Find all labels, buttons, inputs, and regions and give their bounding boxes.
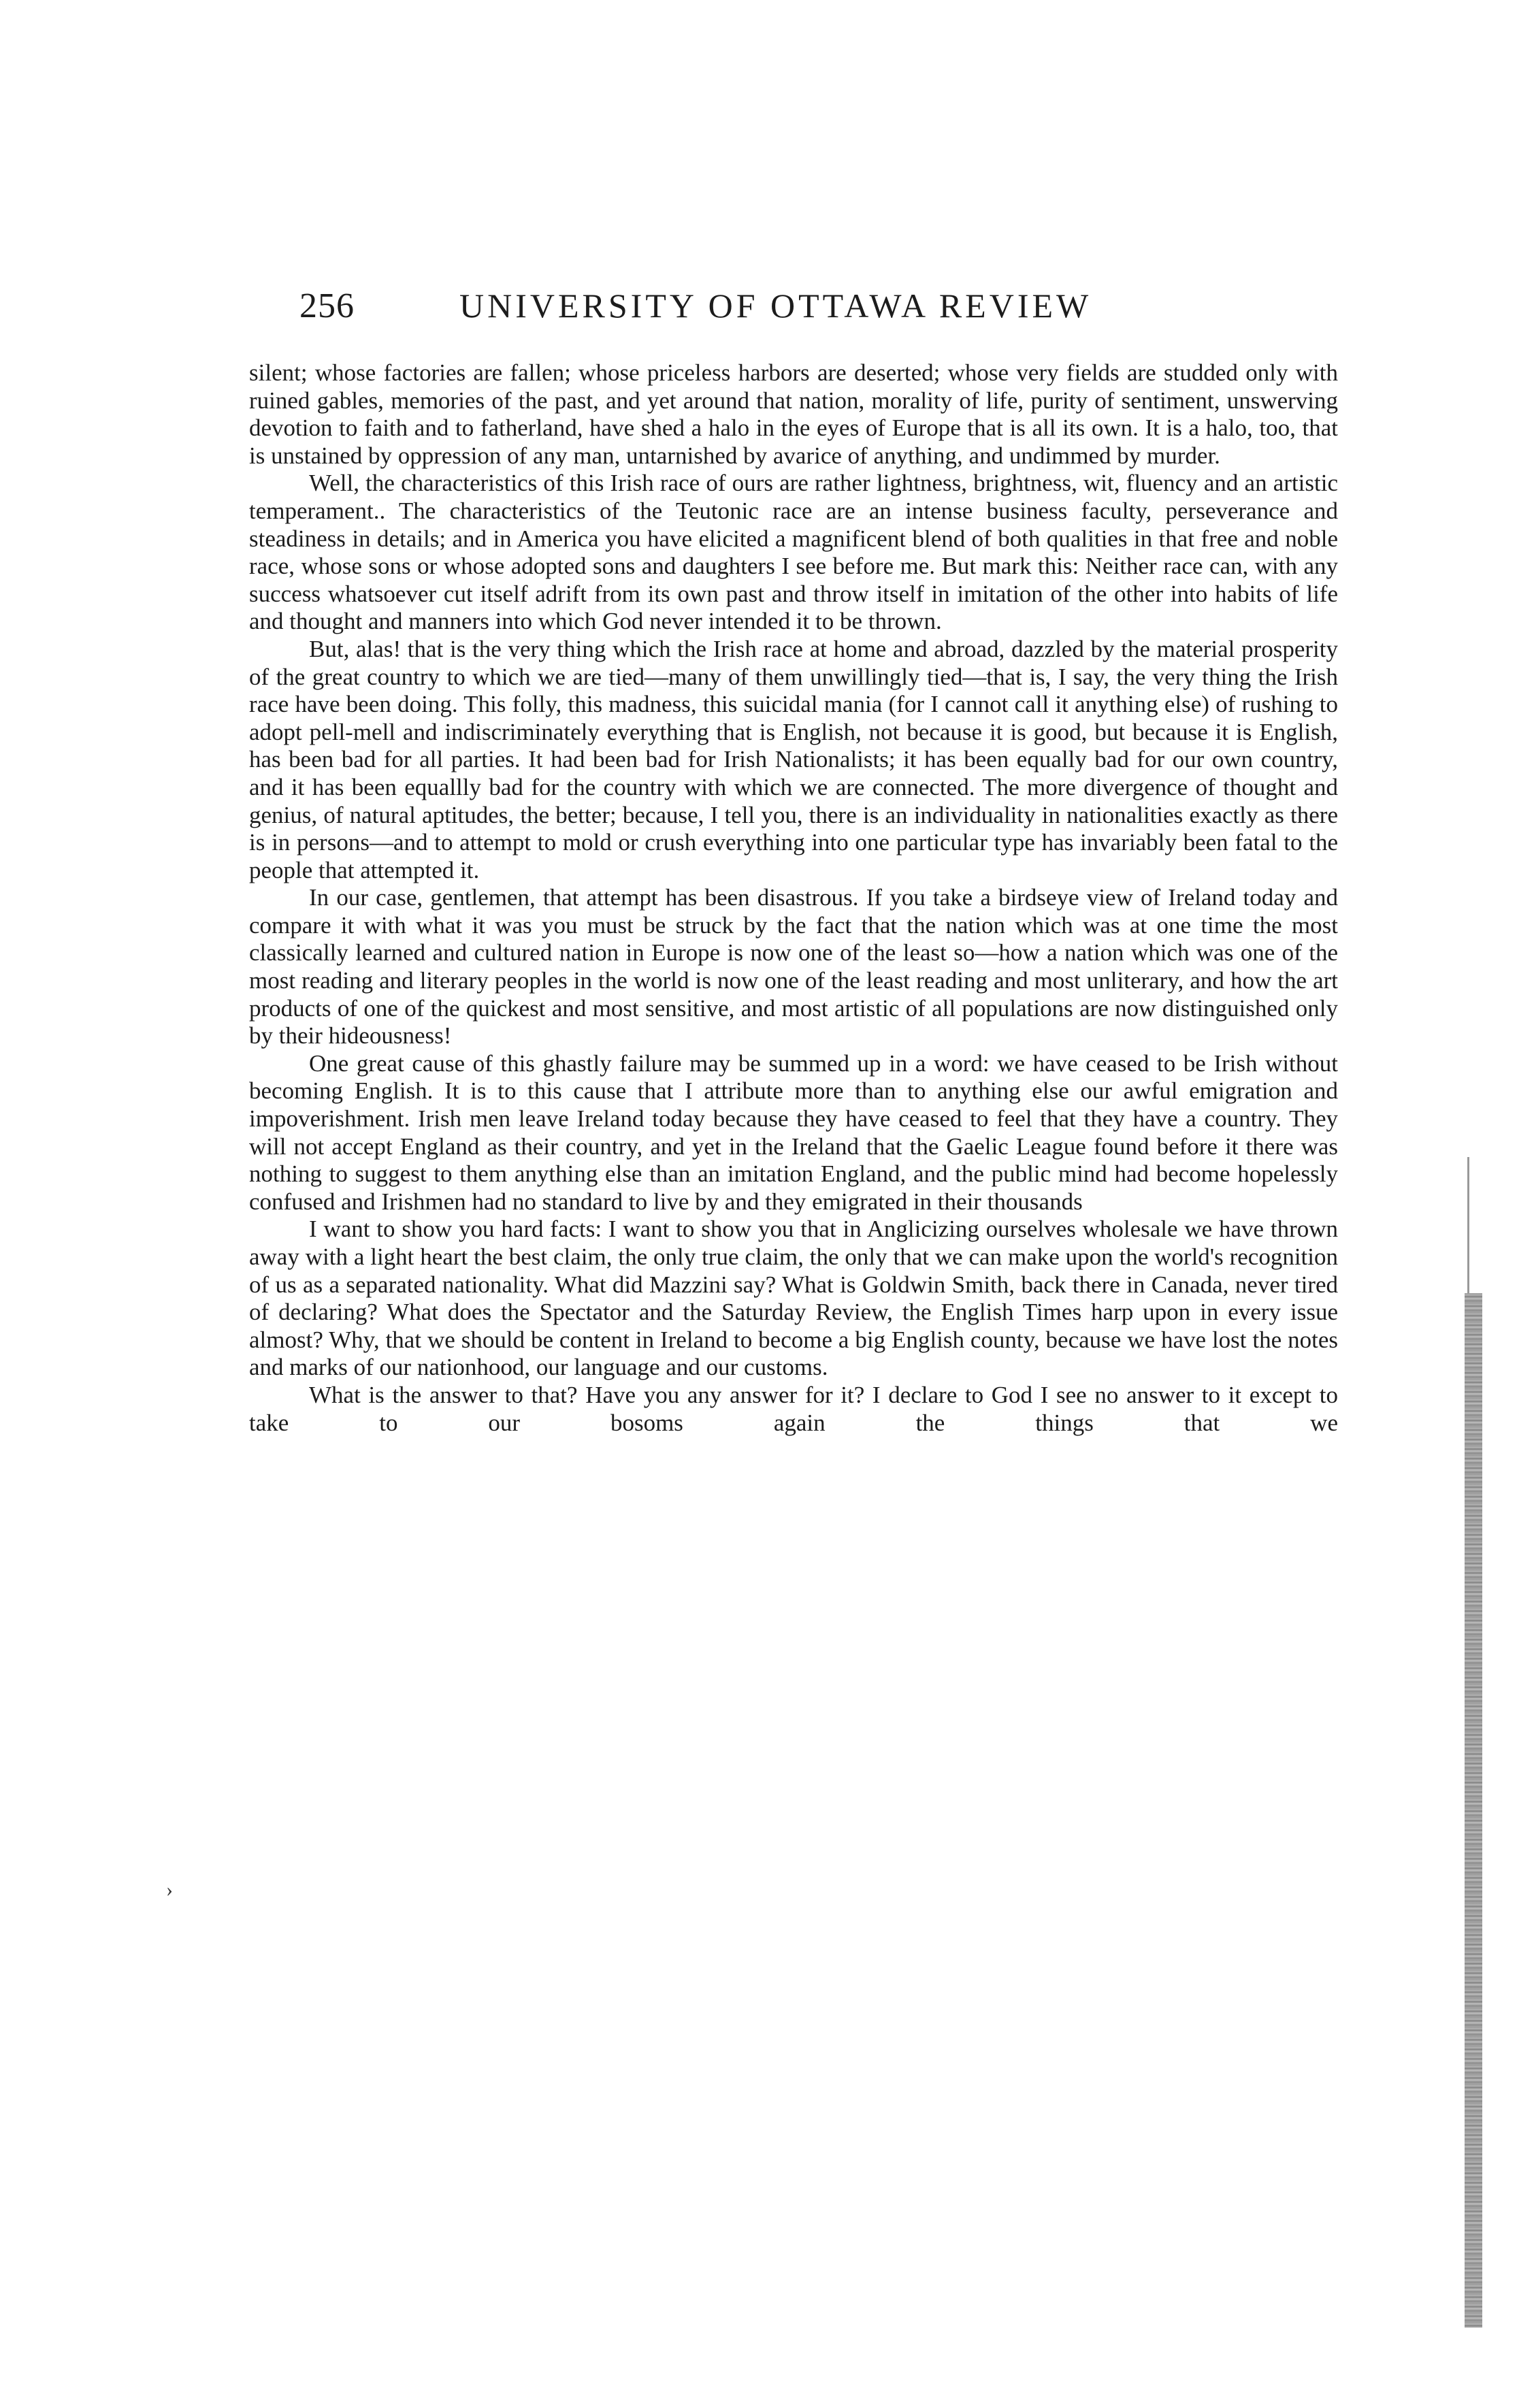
scan-edge-line [1467, 1157, 1469, 1293]
scan-edge-strip [1465, 1293, 1482, 2328]
paragraph: I want to show you hard facts: I want to show you that in Anglicizing ourselves wholesale we have thrown away with a light heart the best claim, the only true claim, the only that we can make upon the world's recognition of us as a separated nationality. What did Mazzini say? What is Goldwin Smith, back there in Canada, never tired of declaring? What does the Spectator and the Saturday Review, the English Times harp upon in every issue almost? Why, that we should be content in Ireland to become a big English county, because we have lost the notes and marks of our nationhood, our language and our customs. [249, 1216, 1338, 1381]
body-text [249, 359, 1338, 1437]
margin-mark: › [166, 1878, 173, 1901]
page-number: 256 [299, 287, 355, 325]
paragraph: But, alas! that is the very thing which the Irish race at home and abroad, dazzled by the material prosperity of the great country to which we are tied—many of them unwillingly tied—that is, I say, the very thing the Irish race have been doing. This folly, this madness, this suicidal mania (for I cannot call it anything else) of rushing to adopt pell-mell and indiscriminately everything that is English, not because it is good, but because it is English, has been bad for all parties. It had been bad for Irish Nationalists; it has been equally bad for our own country, and it has been equallly bad for the country with which we are connected. The more divergence of thought and genius, of natural aptitudes, the better; because, I tell you, there is an individuality in nationalities exactly as there is in persons—and to attempt to mold or crush everything into one particular type has invariably been fatal to the people that attempted it. [249, 635, 1338, 883]
paragraph: silent; whose factories are fallen; whose priceless harbors are deserted; whose very fields are studded only with ruined gables, memories of the past, and yet around that nation, morality of life, purity of sentiment, unswerving devotion to faith and to fatherland, have shed a halo in the eyes of Europe that is all its own. It is a halo, too, that is unstained by oppression of any man, untarnished by avarice of anything, and undimmed by murder. [249, 359, 1338, 469]
paragraph: What is the answer to that? Have you any answer for it? I declare to God I see no answer to it except to take to our bosoms again the things that we [249, 1381, 1338, 1436]
running-title: UNIVERSITY OF OTTAWA REVIEW [459, 287, 1092, 325]
paragraph: One great cause of this ghastly failure may be summed up in a word: we have ceased to be Irish without becoming English. It is to this cause that I attribute more than to anything else our awful emigration and impoverishment. Irish men leave Ireland today because they have ceased to feel that they have a country. They will not accept England as their country, and yet in the Ireland that the Gaelic League found before it there was nothing to suggest to them anything else than an imitation England, and the public mind had become hopelessly confused and Irishmen had no standard to live by and they emigrated in their thousands [249, 1050, 1338, 1215]
paragraph: Well, the characteristics of this Irish race of ours are rather lightness, brightness, wit, fluency and an artistic temperament.. The characteristics of the Teutonic race are an intense business faculty, perseverance and steadiness in details; and in America you have elicited a magnificent blend of both qualities in that free and noble race, whose sons or whose adopted sons and daughters I see before me. But mark this: Neither race can, with any success whatsoever cut itself adrift from its own past and throw itself in imitation of the other into habits of life and thought and manners into which God never intended it to be thrown. [249, 470, 1338, 635]
paragraph: In our case, gentlemen, that attempt has been disastrous. If you take a birdseye view of Ireland today and compare it with what it was you must be struck by the fact that the nation which was at one time the most classically learned and cultured nation in Europe is now one of the least so—how a nation which was one of the most reading and literary peoples in the world is now one of the least reading and most unliterary, and how the art products of one of the quickest and most sensitive, and most artistic of all populations are now distinguished only by their hideousness! [249, 884, 1338, 1050]
page-header [299, 286, 1354, 333]
